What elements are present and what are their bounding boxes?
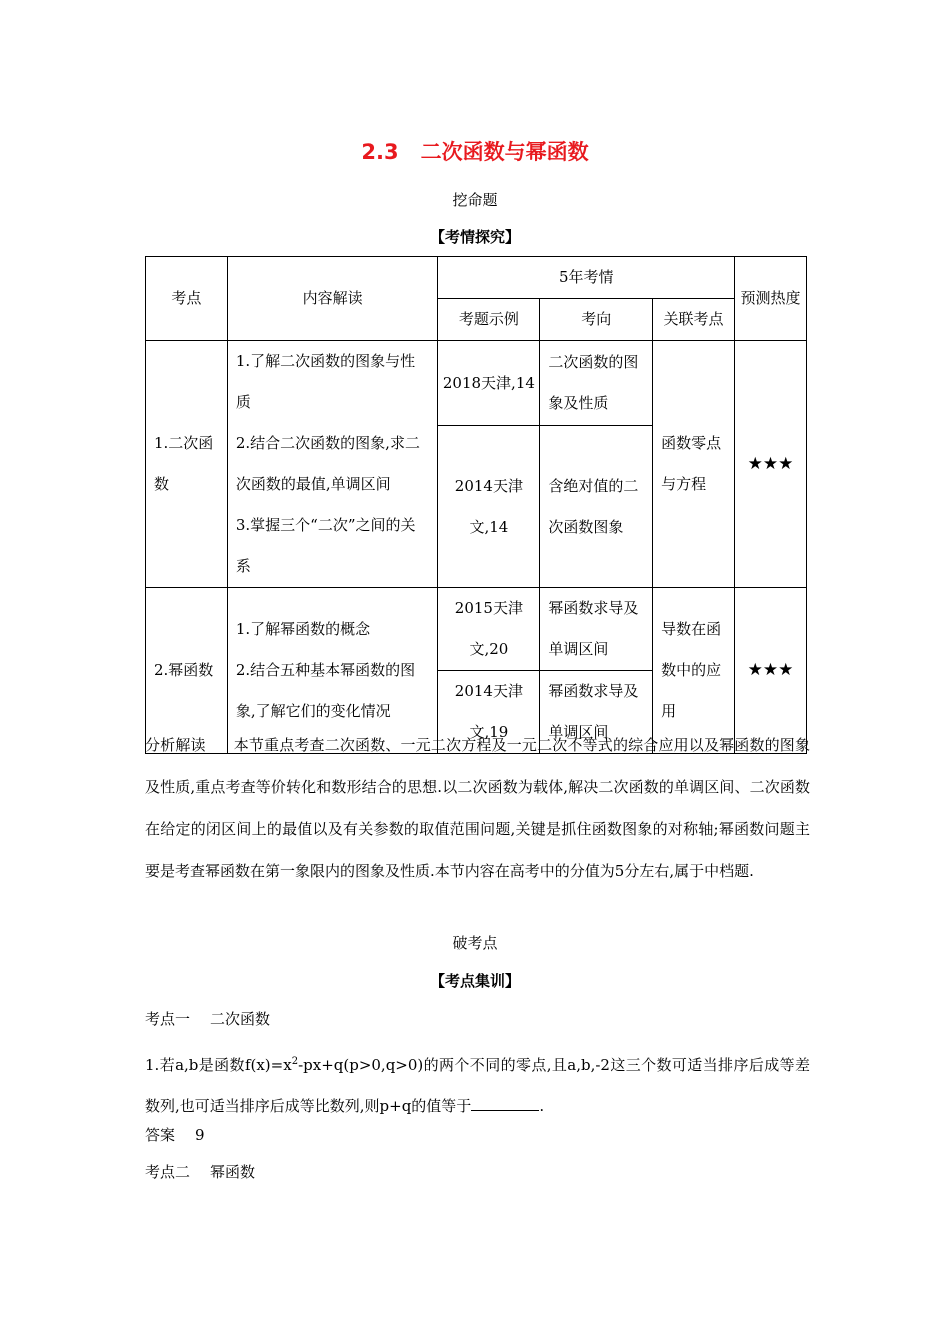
row1-exam1-shili: 2018天津,14 [438,341,540,426]
kaodian-2-label: 考点二 [145,1163,191,1181]
kaodian-1-heading [145,1008,270,1029]
header-neirong: 内容解读 [227,257,438,341]
analysis-label: 分析解读 [145,736,206,754]
answer-line [145,1124,205,1145]
section-heading-wamingti: 挖命题 [452,191,498,209]
row1-kaodian: 1.二次函数 [146,341,228,588]
header-shili: 考题示例 [438,299,540,341]
row2-kaodian: 2.幂函数 [146,588,228,754]
row2-exam2-kaoxiang: 幂函数求导及单调区间 [540,671,653,754]
kaodian-2-heading [145,1161,255,1182]
subsection-heading-jixun: 【考点集训】 [429,972,520,990]
exam-analysis-table [145,256,807,754]
question-1 [145,1041,810,1127]
analysis-paragraph [145,724,810,892]
row1-neirong-item: 1.了解二次函数的图象与性质 [235,352,416,411]
row1-neirong-item: 2.结合二次函数的图象,求二次函数的最值,单调区间 [235,434,420,493]
answer-label: 答案 [145,1126,176,1144]
kaodian-1-name: 二次函数 [210,1010,271,1028]
header-kaoxiang: 考向 [540,299,653,341]
question-1-exponent: 2 [291,1056,299,1067]
question-1-period: . [539,1097,545,1115]
kaodian-2-name: 幂函数 [210,1163,256,1181]
header-yuce: 预测热度 [734,257,806,341]
row1-exam2-kaoxiang: 含绝对值的二次函数图象 [540,426,653,588]
subsection-heading-kaoqing: 【考情探究】 [429,228,520,246]
row1-neirong-item: 3.掌握三个“二次”之间的关系 [235,516,416,575]
row1-neirong [227,341,438,588]
section-title: 二次函数与幂函数 [420,140,589,164]
row1-guanlian: 函数零点与方程 [653,341,735,588]
row1-exam1-kaoxiang: 二次函数的图象及性质 [540,341,653,426]
page-title [0,136,950,166]
header-guanlian: 关联考点 [653,299,735,341]
row2-neirong-item: 2.结合五种基本幂函数的图象,了解它们的变化情况 [235,661,416,720]
analysis-text: 本节重点考查二次函数、一元二次方程及一元二次不等式的综合应用以及幂函数的图象及性质,重点考查等价转化和数形结合的思想.以二次函数为载体,解决二次函数的单调区间、二次函数在给定的闭区间上的最值以及有关参数的取值范围问题,关键是抓住函数图象的对称轴;幂函数问题主要是考查幂函数在第一象限内的图象及性质.本节内容在高考中的分值为5分左右,属于中档题. [145,736,810,880]
kaodian-1-label: 考点一 [145,1010,191,1028]
question-1-text-a: 1.若a,b是函数f(x)=x [145,1056,292,1074]
answer-blank [471,1096,539,1111]
row2-exam1-kaoxiang: 幂函数求导及单调区间 [540,588,653,671]
row1-exam2-shili: 2014天津文,14 [438,426,540,588]
row1-star-rating: ★★★ [734,341,806,588]
row2-neirong-item: 1.了解幂函数的概念 [235,620,371,638]
section-number: 2.3 [361,140,399,164]
header-kaodian: 考点 [146,257,228,341]
row2-exam2-shili: 2014天津文,19 [438,671,540,754]
section-heading-pokaodian: 破考点 [452,934,498,952]
question-1-text-b: -px+q(p>0,q>0)的两个不同的零点,且a,b,-2这三个数可适当排序后成等差数列,也可适当排序后成等比数列,则p+q的值等于 [145,1056,810,1115]
answer-value: 9 [195,1126,205,1144]
row2-guanlian: 导数在函数中的应用 [653,588,735,754]
header-wunian: 5年考情 [438,257,735,299]
row2-exam1-shili: 2015天津文,20 [438,588,540,671]
row2-star-rating: ★★★ [734,588,806,754]
